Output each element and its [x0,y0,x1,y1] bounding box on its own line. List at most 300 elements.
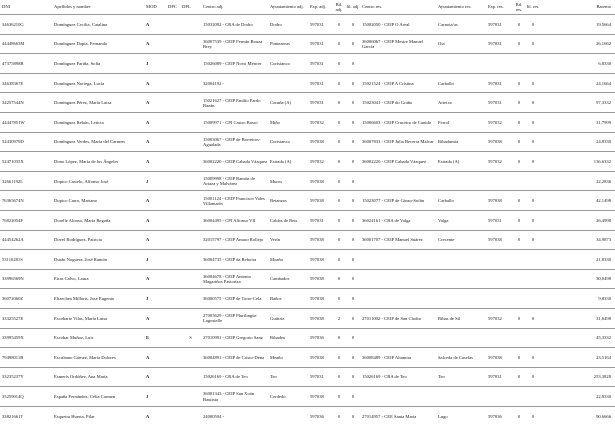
cell-esp-adj: 597036 [310,413,324,419]
cell-bil-adj: 0 [337,21,341,27]
cell-itl-adj: 0 [351,296,355,302]
cell-dpc [166,387,180,407]
cell-baremo: 42,1498 [596,198,611,204]
cell-itl-res: 0 [531,41,535,47]
cell-bil-res: 0 [517,21,521,27]
cell-esp-adj: 597031 [310,80,324,86]
cell-itl-adj: 0 [351,354,355,360]
cell-bil-res: 0 [517,80,521,86]
cell-itl-res [526,328,540,348]
cell-centro-res: 36008489 - CEIP Altamira [362,354,412,360]
cell-dpl [180,250,201,270]
cell-mod: A [146,41,150,47]
cell-baremo: 253,3828 [593,374,611,380]
cell-bil-res: 0 [517,41,521,47]
cell-bil-adj: 0 [337,178,341,184]
cell-baremo: 30,0498 [596,276,611,282]
cell-ayto-res [436,171,486,191]
cell-dpl [180,289,201,309]
cell-itl-res: 0 [531,354,535,360]
cell-esp-adj: 597031 [310,60,324,66]
cell-centro-adj: 36004495 - CPI Alfonso VII [203,217,256,223]
cell-esp-adj: 597031 [310,217,324,223]
header-dni: DNI [2,4,11,10]
table-row [0,34,615,54]
cell-centro-adj: 15032092 - CRA de Dodro [203,21,253,27]
cell-esp-res [486,289,512,309]
header-apellidos: Apellidos y nombre [54,4,91,10]
header-bil-res: Bil. res. [515,1,523,12]
cell-ayto-res: Valga [438,217,449,223]
cell-itl-adj: 0 [351,60,355,66]
cell-centro-adj: 36004891 - CEIP de Cristo-Dena [203,354,265,360]
cell-itl-adj: 0 [351,256,355,262]
cell-centro-res: 36002220 - CEIP Cabada Vázquez [362,158,427,164]
cell-bil-adj: 0 [337,374,341,380]
cell-dpl [180,230,201,250]
cell-itl-adj: 0 [351,21,355,27]
cell-ayto-res: Crecente [438,237,455,243]
cell-nombre: Domínguez Dapía, Fernando [54,41,108,47]
cell-mod: J [146,394,149,400]
cell-nombre: Elizechea Millaris, Jose Eugenio [54,296,115,302]
cell-ayto-adj [268,406,308,426]
cell-centro-adj: 36007539 - CEIP Fermín Bouza Brey [203,38,263,49]
cell-dpc [166,112,180,132]
cell-ayto-adj: Cambados [270,276,290,282]
cell-esp-res: 597031 [488,21,502,27]
cell-esp-res: 597032 [488,119,502,125]
cell-bil-adj: 0 [337,100,341,106]
table-row [0,328,615,348]
cell-bil-adj: 0 [337,139,341,145]
cell-baremo: 24,8330 [596,139,611,145]
cell-ayto-res [436,54,486,74]
cell-ayto-adj: Estrada (A) [270,158,292,164]
cell-nombre: Eiras Calvo, Laura [54,276,89,282]
cell-baremo: 90,6666 [596,413,611,419]
cell-ayto-adj: Verín [270,237,280,243]
cell-itl-adj: 0 [351,178,355,184]
cell-ayto-adj: Caldas de Reis [270,217,298,223]
cell-esp-res: 597038 [488,237,502,243]
cell-esp-res: 597031 [488,217,502,223]
cell-dni: 76822054F [2,217,23,223]
cell-esp-adj: 597036 [310,335,324,341]
cell-ayto-adj: Teo [270,374,277,380]
cell-dpc [166,348,180,368]
cell-dni: 34638367E [2,80,24,86]
cell-itl-res: 0 [531,237,535,243]
cell-ayto-adj: Coristanco [270,60,290,66]
cell-bil-adj: 0 [337,119,341,125]
cell-bil-adj: 0 [337,296,341,302]
table-row [0,367,615,387]
cell-nombre: Dono López, María de los Ángeles [54,158,119,164]
header-mod: MOD [146,4,157,10]
cell-esp-res: 597038 [488,139,502,145]
cell-bil-res: 0 [517,198,521,204]
cell-bil-res [512,171,526,191]
table-row [0,152,615,172]
cell-esp-adj: 597031 [310,374,324,380]
cell-bil-res: 0 [517,237,521,243]
cell-esp-res: 597031 [488,374,502,380]
cell-centro-res: 15023077 - CEIP de Ginzo-Sofán [362,198,425,204]
cell-esp-res: 597031 [488,41,502,47]
cell-centro-res: 15026169 - CRA de Teo [362,374,407,380]
cell-itl-adj: 0 [351,100,355,106]
cell-esp-adj: 597032 [310,158,324,164]
cell-dni: 33235237Y [2,374,24,380]
header-centro-res: Centro res. [362,4,383,10]
cell-dpl [180,112,201,132]
cell-dpc [166,308,180,328]
cell-ayto-adj: Moaña [270,256,283,262]
cell-centro-res [360,328,436,348]
cell-dpl [180,171,201,191]
cell-itl-adj: 0 [351,374,355,380]
cell-baremo: 97,3332 [596,100,611,106]
cell-ayto-res: Lugo [438,413,448,419]
cell-esp-res: 597032 [488,315,502,321]
cell-bil-res [512,387,526,407]
cell-dpc [166,269,180,289]
cell-bil-adj: 0 [337,80,341,86]
cell-mod: A [146,217,150,223]
header-centro-adj: Centro adj. [203,4,224,10]
cell-esp-adj: 597031 [310,100,324,106]
cell-ayto-adj: Dodro [270,21,282,27]
cell-centro-adj: 24000504 - [203,413,225,419]
cell-itl-res: 0 [531,374,535,380]
cell-nombre: Esmerís Ordóñez, Ana María [54,374,108,380]
table-row [0,54,615,74]
header-bil-adj: Bil. adj. [335,1,343,12]
cell-dpc [166,367,180,387]
cell-baremo: 31,7999 [596,119,611,125]
cell-ayto-res: Carballo [438,80,454,86]
header-ayto-adj: Ayuntamiento adj. [270,4,304,10]
cell-ayto-adj: Ponteareas [270,41,290,47]
cell-dpl [180,348,201,368]
cell-dni: 52430979D [2,139,24,145]
cell-centro-adj: 27010991 - CEIP Gregorio Sanz [203,335,263,341]
cell-esp-res: 597031 [488,80,502,86]
cell-nombre: Domínguez Rebón, Leticia [54,119,104,125]
cell-mod: E [146,335,150,341]
cell-itl-adj: 0 [351,315,355,321]
cell-mod: A [146,80,150,86]
cell-nombre: Escobarte Vilas, María Luisa [54,315,108,321]
cell-itl-adj: 0 [351,80,355,86]
cell-bil-adj: 0 [337,217,341,223]
cell-baremo: 24,1664 [596,80,611,86]
cell-mod: A [146,100,150,106]
cell-nombre: Domínguez Verdes, María del Carmen [54,139,125,145]
cell-centro-res: 15021524 - CEIP A Cristina [362,80,414,86]
cell-itl-res: 0 [531,198,535,204]
cell-bil-res: 0 [517,374,521,380]
cell-esp-res: 597038 [488,198,502,204]
cell-bil-adj: 0 [337,354,341,360]
cell-esp-res [486,250,512,270]
cell-dni: 34636210G [2,21,24,27]
cell-esp-adj: 597038 [310,276,324,282]
cell-baremo: 19,5664 [596,21,611,27]
table-row [0,406,615,426]
cell-dpc [166,93,180,113]
cell-ayto-res: Ferrol [438,119,450,125]
cell-ayto-adj: Coruña (A) [270,100,292,106]
header-ayto-res: Ayuntamiento res. [438,4,472,10]
cell-ayto-res: Arteixo [438,100,453,106]
cell-dpl: S [189,335,192,341]
cell-dni: 44447851W [2,119,25,125]
cell-esp-res [486,54,512,74]
table-row [0,387,615,407]
cell-centro-res: 36024161 - CRA de Valga [362,217,411,223]
cell-bil-res: 0 [517,315,521,321]
cell-dni: 33325527E [2,315,24,321]
table-body [0,15,615,426]
cell-ayto-adj: Betanzos [270,198,287,204]
cell-mod: A [146,354,150,360]
cell-itl-adj: 0 [351,394,355,400]
cell-dpl [180,406,201,426]
cell-itl-adj: 0 [351,413,355,419]
cell-dpl [180,152,201,172]
cell-mod: A [146,315,150,321]
cell-baremo: 22,2836 [596,178,611,184]
cell-itl-res: 0 [531,413,535,419]
cell-dpc [166,15,180,35]
cell-mod: A [146,374,150,380]
table-row [0,191,615,211]
cell-nombre: Dopico Carro, Mariano [54,198,97,204]
cell-mod: A [146,276,150,282]
cell-mod: J [146,60,149,66]
cell-dni: 33995459X [2,335,24,341]
cell-dni: 32661192L [2,178,24,184]
cell-dni: 79498011B [2,354,24,360]
cell-bil-res: 0 [517,217,521,223]
cell-dpc [166,34,180,54]
cell-ayto-adj: Muros [270,178,282,184]
cell-centro-adj: 15021627 - CEIP Emilio Pardo Bazán [203,97,261,108]
cell-esp-res: 597031 [488,100,502,106]
cell-baremo: 9,8330 [598,296,611,302]
cell-ayto-res [436,269,486,289]
cell-bil-res [512,328,526,348]
header-itl-res: Itl. res. [526,4,540,10]
cell-centro-adj: 36000575 - CEIP de Torre-Cela [203,296,262,302]
cell-centro-adj: 15009998 - CEIP Ramón de Artaza y Malvárez [203,175,255,187]
cell-esp-adj: 597038 [310,315,324,321]
cell-bil-res: 0 [517,119,521,125]
cell-itl-res: 0 [531,217,535,223]
cell-dni: 36072060Z [2,296,24,302]
cell-bil-res [512,269,526,289]
cell-centro-res [360,387,436,407]
header-itl-adj: Itl. adj. [346,4,360,10]
cell-dpl [180,93,201,113]
cell-itl-adj: 0 [351,139,355,145]
cell-dpc [166,152,180,172]
cell-dpc [166,328,180,348]
cell-centro-adj: 15003067 - CEIP de Borreiros-Agualada [203,136,261,147]
cell-dpl [180,15,201,35]
cell-esp-res: 597032 [488,158,502,164]
cell-esp-adj: 597031 [310,41,324,47]
cell-centro-res: 15023041 - CEIP do Graño [362,100,413,106]
cell-mod: A [146,198,150,204]
cell-bil-res: 0 [517,413,521,419]
table-row [0,73,615,93]
cell-dpc [166,210,180,230]
cell-itl-res [526,250,540,270]
cell-esp-res: 597036 [488,413,502,419]
cell-nombre: Domínguez Fariña, Sofía [54,60,101,66]
cell-centro-adj: 36001343 - CEIP San Xoán Bautista [203,391,255,402]
cell-itl-adj: 0 [351,276,355,282]
cell-dpc [166,230,180,250]
table-row [0,308,615,328]
table-row [0,93,615,113]
cell-bil-res [512,250,526,270]
cell-centro-adj: 15026169 - CRA de Teo [203,374,248,380]
cell-itl-res: 0 [531,100,535,106]
cell-esp-adj: 597038 [310,198,324,204]
cell-itl-adj: 0 [351,41,355,47]
cell-ayto-res: Carnota/as [438,21,458,27]
cell-ayto-res [436,387,486,407]
cell-dni: 47375898B [2,60,24,66]
header-esp-adj: Esp. adj. [310,4,326,10]
cell-itl-res [526,54,540,74]
cell-dpc [166,171,180,191]
cell-centro-res: 36006067 - CEIP Mestre Manuel García [362,38,424,49]
cell-ayto-res: Estrada (A) [438,158,460,164]
cell-baremo: 22,8330 [596,394,611,400]
cell-dni: 53110281S [2,256,23,262]
cell-mod: A [146,413,150,419]
cell-dpl [180,34,201,54]
cell-centro-res [360,171,436,191]
cell-ayto-adj: Meaño [270,354,283,360]
cell-itl-res: 0 [531,158,535,164]
cell-nombre: Durán Noguera, José Ramón [54,256,108,262]
cell-bil-adj: 0 [337,394,341,400]
cell-bil-adj: 0 [337,198,341,204]
cell-ayto-res [436,328,486,348]
cell-bil-adj: 2 [337,315,341,321]
cell-centro-res [360,54,436,74]
cell-bil-adj: 0 [337,413,341,419]
cell-esp-adj: 597038 [310,139,324,145]
cell-dpc [166,191,180,211]
cell-dpl [180,191,201,211]
table-row [0,210,615,230]
cell-esp-res [486,328,512,348]
cell-ayto-adj: Ribadeo [270,335,286,341]
cell-dni: 35259014Q [2,394,24,400]
cell-centro-adj: 36002220 - CEIP Cabada Vázquez [203,158,268,164]
table-row [0,171,615,191]
cell-dni: 52471035X [2,158,24,164]
cell-dni: 76365674N [2,198,24,204]
cell-centro-adj: 36004678 - CEIP Antonio Magariños Pastoriza [203,273,251,285]
cell-bil-adj: 0 [337,335,341,341]
cell-centro-adj: 15026089 - CEIP Novo Mencer [203,60,262,66]
table-row [0,230,615,250]
cell-bil-res: 0 [517,158,521,164]
cell-nombre: Dorelle Alonso, María Begoña [54,217,111,223]
cell-itl-res: 0 [531,21,535,27]
cell-nombre: Dovel Rodríguez, Patricia [54,237,102,243]
cell-baremo: 21,8330 [596,256,611,262]
cell-dpc [166,250,180,270]
cell-esp-adj: 597038 [310,394,324,400]
cell-dni: 33996569N [2,276,24,282]
cell-baremo: 136,6332 [593,158,611,164]
cell-bil-adj: 0 [337,276,341,282]
cell-nombre: Domínguez Cecilia, Catalina [54,21,108,27]
header-esp-res: Esp. res. [488,4,504,10]
cell-ayto-res: Carballo [438,198,454,204]
cell-ayto-adj: Coristanco [270,139,290,145]
table-row [0,348,615,368]
cell-centro-adj: 32015797 - CEIP Amaro Rollejo [203,237,264,243]
cell-itl-adj: 0 [351,158,355,164]
cell-centro-res: 36001707 - CEIP Manuel Suárez [362,237,423,243]
table-row [0,269,615,289]
cell-itl-res: 0 [531,119,535,125]
cell-centro-adj: 32004192 - [203,80,225,86]
cell-centro-res [360,269,436,289]
cell-ayto-res: Teo [438,374,445,380]
cell-ayto-res [436,250,486,270]
cell-baremo: 23,5164 [596,354,611,360]
cell-itl-res: 0 [531,315,535,321]
cell-centro-res [360,250,436,270]
cell-esp-res [486,171,512,191]
cell-esp-adj: 597038 [310,354,324,360]
cell-nombre: Domínguez Pérez, María Luisa [54,100,112,106]
cell-itl-res [526,289,540,309]
cell-ayto-adj: Cerdedo [270,394,286,400]
cell-esp-res [486,269,512,289]
cell-esp-adj: 597038 [310,237,324,243]
cell-dpl [180,132,201,152]
cell-mod: A [146,139,150,145]
cell-itl-adj: 0 [351,119,355,125]
cell-bil-adj: 0 [337,41,341,47]
cell-esp-adj: 597032 [310,119,324,125]
cell-dni: 44448663M [2,41,25,47]
cell-centro-res: 27014957 - CEE Santa María [362,413,417,419]
cell-esp-res [486,387,512,407]
cell-dpl [180,269,201,289]
table-row [0,112,615,132]
cell-dpl [180,210,201,230]
cell-bil-adj: 0 [337,158,341,164]
cell-centro-res: 15006603 - CEIP Cruceiro de Canido [362,119,432,125]
cell-ayto-adj: Baños [270,296,282,302]
cell-dpc [166,406,180,426]
cell-bil-res [512,54,526,74]
cell-ayto-res: Ribadumia [438,139,459,145]
